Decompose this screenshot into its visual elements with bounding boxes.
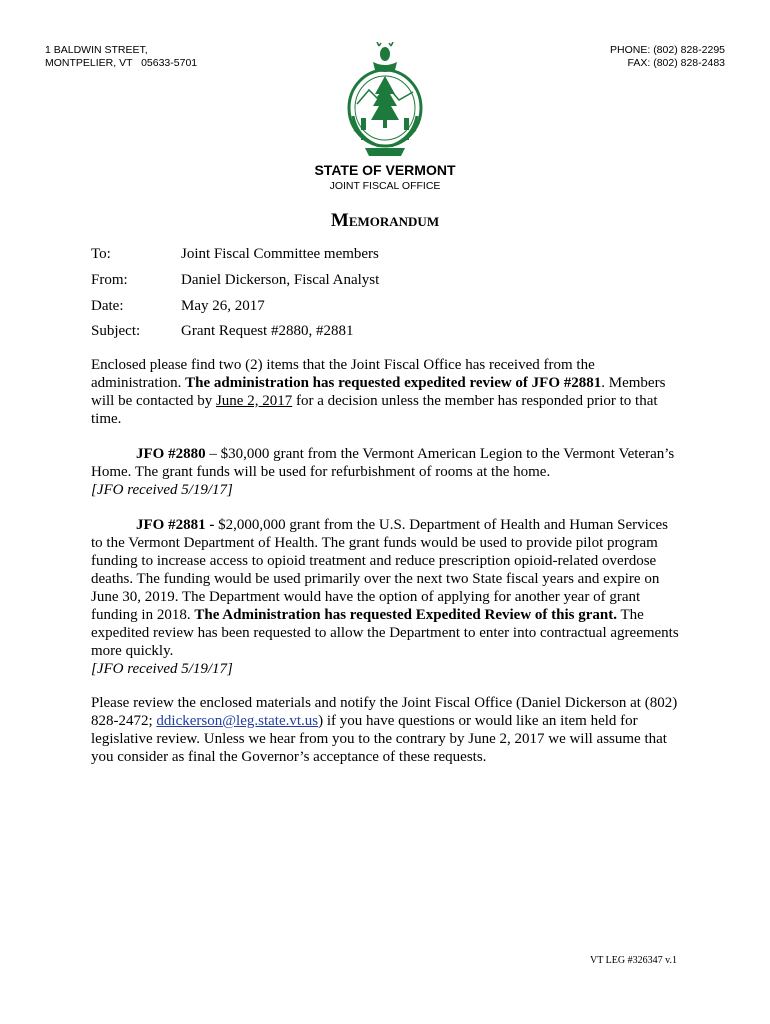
- intro-text-2: . Members will be contacted by: [91, 375, 666, 409]
- intro-deadline: June 2, 2017: [215, 393, 293, 409]
- item-2881-text: $2,000,000 grant from the U.S. Department of Health and Human Services to the Vermont Department of Health. The grant funds would be used to provide pilot program funding to increase access to opioid treatment and reduce prescription opioid-related overdose deaths. The funding would be used primarily over the next two State fiscal years and expire on June 30, 2019. The Department would have the option of applying for another year of grant funding in 2018.: [91, 517, 668, 623]
- item-2881-expedited-notice: The Administration has requested Expedited Review of this grant.: [194, 607, 618, 623]
- memo-subject-value: Grant Request #2880, #2881: [181, 323, 354, 339]
- contact-block: [610, 44, 725, 70]
- memo-to-value: Joint Fiscal Committee members: [181, 246, 379, 262]
- office-name: JOINT FISCAL OFFICE: [329, 180, 441, 192]
- intro-text-1: Enclosed please find two (2) items that the Joint Fiscal Office has received from the administration.: [91, 357, 595, 391]
- item-2880-paragraph: [91, 445, 681, 499]
- org-name: STATE OF VERMONT: [314, 162, 456, 178]
- memo-to-label: To:: [91, 246, 111, 262]
- vermont-seal-icon: [343, 42, 427, 160]
- intro-paragraph: [91, 356, 681, 428]
- memo-date-value: May 26, 2017: [181, 298, 265, 314]
- memo-from-value: Daniel Dickerson, Fiscal Analyst: [181, 272, 380, 288]
- closing-text-1: Please review the enclosed materials and notify the Joint Fiscal Office (Daniel Dickerson at (802) 828-2472;: [91, 695, 678, 729]
- memo-from-label: From:: [91, 272, 128, 288]
- address-line-1: 1 BALDWIN STREET,: [45, 44, 148, 56]
- phone-number: PHONE: (802) 828-2295: [610, 44, 725, 56]
- item-2881-label: JFO #2881 -: [136, 517, 215, 533]
- closing-text-2: ) if you have questions or would like an item held for legislative review. Unless we hear from you to the contrary by June 2, 2017 we will assume that you consider as final the Governor’s acceptance of these requests.: [91, 713, 667, 765]
- address-line-2: MONTPELIER, VT 05633-5701: [45, 57, 198, 69]
- item-2880-received: [JFO received 5/19/17]: [91, 482, 233, 498]
- memo-date-label: Date:: [91, 298, 124, 314]
- closing-paragraph: [91, 694, 681, 766]
- intro-text-3: for a decision unless the member has responded prior to that time.: [91, 393, 658, 427]
- fax-number: FAX: (802) 828-2483: [627, 57, 725, 69]
- memo-title: Memorandum: [330, 210, 440, 231]
- address-block: [45, 44, 197, 70]
- item-2880-text: – $30,000 grant from the Vermont American Legion to the Vermont Veteran’s Home. The grant funds will be used for refurbishment of rooms at the home.: [91, 446, 675, 480]
- email-link[interactable]: ddickerson@leg.state.vt.us: [156, 713, 319, 729]
- memo-subject-label: Subject:: [91, 323, 141, 339]
- item-2881-text-2: The expedited review has been requested to allow the Department to enter into contractual agreements more quickly.: [91, 607, 679, 659]
- intro-expedited-notice: The administration has requested expedited review of JFO #2881: [185, 375, 602, 391]
- document-id: VT LEG #326347 v.1: [590, 955, 677, 966]
- item-2880-label: JFO #2880: [136, 446, 206, 462]
- item-2881-received: [JFO received 5/19/17]: [91, 661, 233, 677]
- item-2881-paragraph: [91, 516, 681, 678]
